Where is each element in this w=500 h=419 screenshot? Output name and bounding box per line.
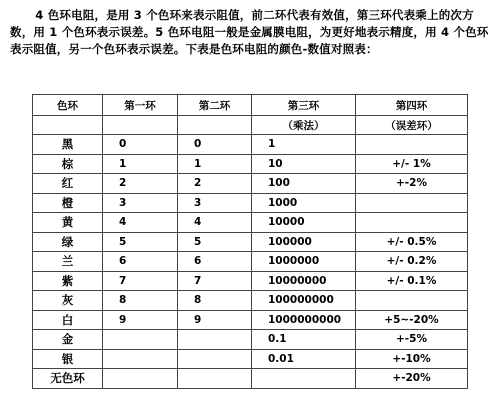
color-name-cell: 绿: [33, 232, 103, 252]
header-fourth-band: 第四环: [356, 95, 468, 116]
first-band-cell: 0: [103, 135, 178, 155]
tolerance-cell: +-20%: [356, 369, 468, 389]
tolerance-cell: +-5%: [356, 330, 468, 350]
intro-paragraph: 4 色环电阻，是用 3 个色环来表示阻值，前二环代表有效值，第三环代表乘上的次方数，用 1 个色环表示误差。5 色环电阻一般是金属膜电阻，为更好地表示精度，用 4 个色环表示阻值，另一个色环表示误差。下表是色环电阻的颜色-数值对照表：: [10, 8, 489, 56]
second-band-cell: 1: [178, 154, 252, 174]
multiplier-cell: 100000: [252, 232, 356, 252]
table-row: [33, 310, 468, 330]
subheader-multiplier: （乘法）: [252, 116, 356, 135]
second-band-cell: [178, 369, 252, 389]
color-name-cell: 灰: [33, 291, 103, 311]
multiplier-cell: 100: [252, 174, 356, 194]
color-name-cell: 橙: [33, 193, 103, 213]
header-first-band: 第一环: [103, 95, 178, 116]
header-third-band: 第三环: [252, 95, 356, 116]
table-row: [33, 193, 468, 213]
color-name-cell: 无色环: [33, 369, 103, 389]
tolerance-cell: [356, 193, 468, 213]
second-band-cell: 4: [178, 213, 252, 233]
color-code-table: [32, 94, 468, 389]
first-band-cell: 8: [103, 291, 178, 311]
multiplier-cell: 10000: [252, 213, 356, 233]
color-name-cell: 紫: [33, 271, 103, 291]
color-name-cell: 棕: [33, 154, 103, 174]
multiplier-cell: [252, 369, 356, 389]
second-band-cell: 0: [178, 135, 252, 155]
color-name-cell: 黄: [33, 213, 103, 233]
color-name-cell: 白: [33, 310, 103, 330]
color-name-cell: 黑: [33, 135, 103, 155]
table-row: [33, 232, 468, 252]
multiplier-cell: 1000: [252, 193, 356, 213]
first-band-cell: 5: [103, 232, 178, 252]
multiplier-cell: 10000000: [252, 271, 356, 291]
subheader-tolerance: （误差环）: [356, 116, 468, 135]
second-band-cell: 6: [178, 252, 252, 272]
table-row: [33, 349, 468, 369]
table-header-row: [33, 95, 468, 116]
tolerance-cell: [356, 291, 468, 311]
color-name-cell: 兰: [33, 252, 103, 272]
table-row: [33, 271, 468, 291]
table-row: [33, 135, 468, 155]
second-band-cell: 3: [178, 193, 252, 213]
second-band-cell: 8: [178, 291, 252, 311]
table-row: [33, 213, 468, 233]
tolerance-cell: +/- 0.5%: [356, 232, 468, 252]
second-band-cell: 7: [178, 271, 252, 291]
first-band-cell: 6: [103, 252, 178, 272]
second-band-cell: [178, 349, 252, 369]
second-band-cell: 5: [178, 232, 252, 252]
tolerance-cell: [356, 213, 468, 233]
tolerance-cell: +-2%: [356, 174, 468, 194]
table-row: [33, 252, 468, 272]
tolerance-cell: +/- 0.2%: [356, 252, 468, 272]
first-band-cell: 3: [103, 193, 178, 213]
subheader-cell: [33, 116, 103, 135]
color-name-cell: 红: [33, 174, 103, 194]
multiplier-cell: 1000000: [252, 252, 356, 272]
table-row: [33, 369, 468, 389]
second-band-cell: [178, 330, 252, 350]
multiplier-cell: 0.1: [252, 330, 356, 350]
first-band-cell: 1: [103, 154, 178, 174]
multiplier-cell: 0.01: [252, 349, 356, 369]
multiplier-cell: 1000000000: [252, 310, 356, 330]
header-second-band: 第二环: [178, 95, 252, 116]
table-row: [33, 291, 468, 311]
table-row: [33, 154, 468, 174]
multiplier-cell: 10: [252, 154, 356, 174]
tolerance-cell: +/- 1%: [356, 154, 468, 174]
subheader-cell: [178, 116, 252, 135]
subheader-cell: [103, 116, 178, 135]
tolerance-cell: [356, 135, 468, 155]
first-band-cell: 9: [103, 310, 178, 330]
header-color: 色环: [33, 95, 103, 116]
multiplier-cell: 100000000: [252, 291, 356, 311]
first-band-cell: [103, 369, 178, 389]
tolerance-cell: +/- 0.1%: [356, 271, 468, 291]
second-band-cell: 9: [178, 310, 252, 330]
second-band-cell: 2: [178, 174, 252, 194]
table-row: [33, 174, 468, 194]
tolerance-cell: +5~-20%: [356, 310, 468, 330]
first-band-cell: [103, 349, 178, 369]
first-band-cell: [103, 330, 178, 350]
tolerance-cell: +-10%: [356, 349, 468, 369]
multiplier-cell: 1: [252, 135, 356, 155]
color-name-cell: 银: [33, 349, 103, 369]
first-band-cell: 7: [103, 271, 178, 291]
table-subheader-row: [33, 116, 468, 135]
first-band-cell: 4: [103, 213, 178, 233]
color-name-cell: 金: [33, 330, 103, 350]
first-band-cell: 2: [103, 174, 178, 194]
table-row: [33, 330, 468, 350]
